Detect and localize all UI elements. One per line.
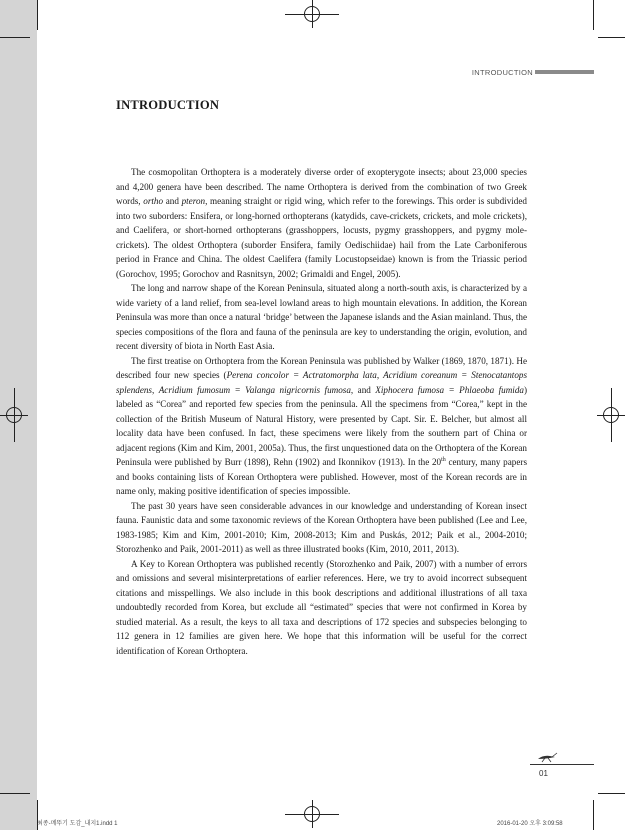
running-head: INTRODUCTION [471, 68, 533, 77]
registration-line-bottom [285, 814, 339, 815]
paragraph-2: The long and narrow shape of the Korean Peninsula, situated along a north-south axis, is characterized by a wide variety of a land relief, from sea-level lowland areas to high mountain elevations. In addition, the Korean Peninsula was more than once a natural ‘bridge’ between the Japanese islands and the Asian mainland. Thus, the species compositions of the flora and fauna of the peninsula are key to understanding the origin, evolution, and recent diversity of biota in North East Asia. [116, 283, 527, 351]
file-slug: 최종-메뚜기 도감_내지1.indd 1 [37, 821, 118, 827]
paragraph-4: The past 30 years have seen considerable advances in our knowledge and understanding of Korean insect fauna. Faunistic data and some taxonomic reviews of the Korean Orthoptera have been published (Lee and Lee, 1983-1985; Kim and Kim, 2001-2010; Kim, 2008-2013; Kim and Puskás, 2012; Paik et al., 2004-2010; Storozhenko and Paik, 2001-2011) as well as three illustrated books (Kim, 2010, 2011, 2013). [116, 500, 527, 554]
registration-line-left-v [14, 388, 15, 442]
print-timestamp: 2016-01-20 오후 3:09:58 [497, 821, 563, 827]
body-text [116, 165, 527, 658]
crop-mark-top-left-h [0, 37, 30, 38]
registration-line-top [285, 14, 339, 15]
page-number-rule [530, 764, 594, 765]
page-title: INTRODUCTION [116, 98, 220, 112]
registration-line-right-v [611, 388, 612, 442]
crop-mark-bottom-right-h [598, 793, 625, 794]
crop-mark-bottom-right-v [593, 800, 594, 830]
crop-mark-bottom-left-h [0, 793, 30, 794]
running-head-bar [535, 70, 594, 74]
crop-mark-top-right-h [598, 37, 625, 38]
paragraph-5: A Key to Korean Orthoptera was published recently (Storozhenko and Paik, 2007) with a number of errors and omissions and several misinterpretations of earlier references. Here, we try to avoid incorrect subsequent citations and misspellings. We also include in this book descriptions and additional illustrations of all taxa undoubtedly recorded from Korea, but exclude all “estimated” species that were not confirmed in Korea by studied material. As a result, the keys to all taxa and descriptions of 172 species and subspecies belonging to 112 genera in 12 families are given here. We hope that this information will be useful for the correct identification of Korean Orthoptera. [116, 558, 527, 656]
crop-mark-top-left-v [37, 0, 38, 30]
paragraph-3: The first treatise on Orthoptera from the Korean Peninsula was published by Walker (1869, 1870, 1871). He described four new species (Perena concolor = Actratomorpha lata, Acridium coreanum = Stenocatantops splendens, Acridium fumosum = Valanga nigricornis fumosa, and Xiphocera fumosa = Phlaeoba fumida) labeled as “Corea” and reported few species from the peninsula. All the specimens from “Corea,” kept in the collection of the British Museum of Natural History, were presented by Capt. Sir. E. Belcher, but almost all locality data have been confused. In fact, these specimens were likely from the southern part of China or adjacent regions (Kim and Kim, 2001, 2005a). Thus, the first unquestioned data on the Orthoptera of the Korean Peninsula were published by Burr (1898), Rehn (1902) and Ikonnikov (1913). In the 20th century, many papers and books containing lists of Korean Orthoptera were published. However, most of the Korean records are in name only, making positive identification of species impossible. [116, 355, 528, 496]
page-number: 01 [539, 769, 548, 778]
grasshopper-icon [536, 751, 558, 763]
paragraph-1: The cosmopolitan Orthoptera is a moderately diverse order of exopterygote insects; about 23,000 species and 4,200 genera have been described. The name Orthoptera is derived from the combination of two Greek words, ortho and pteron, meaning straight or rigid wing, which refer to the forewings. This order is subdivided into two suborders: Ensifera, or long-horned orthopterans (katydids, cave-crickets, crickets, and mole crickets), and Caelifera, or short-horned orthopterans (grasshoppers, locusts, pygmy grasshoppers, and pygmy mole-crickets). The oldest Orthoptera (suborder Ensifera, family Oedischiidae) hail from the Late Carboniferous period in France and China. The oldest Caelifera (family Locustopseidae) known is from the Triassic period (Gorochov, 1995; Gorochov and Rasnitsyn, 2002; Grimaldi and Engel, 2005). [116, 167, 527, 279]
crop-mark-top-right-v [593, 0, 594, 30]
